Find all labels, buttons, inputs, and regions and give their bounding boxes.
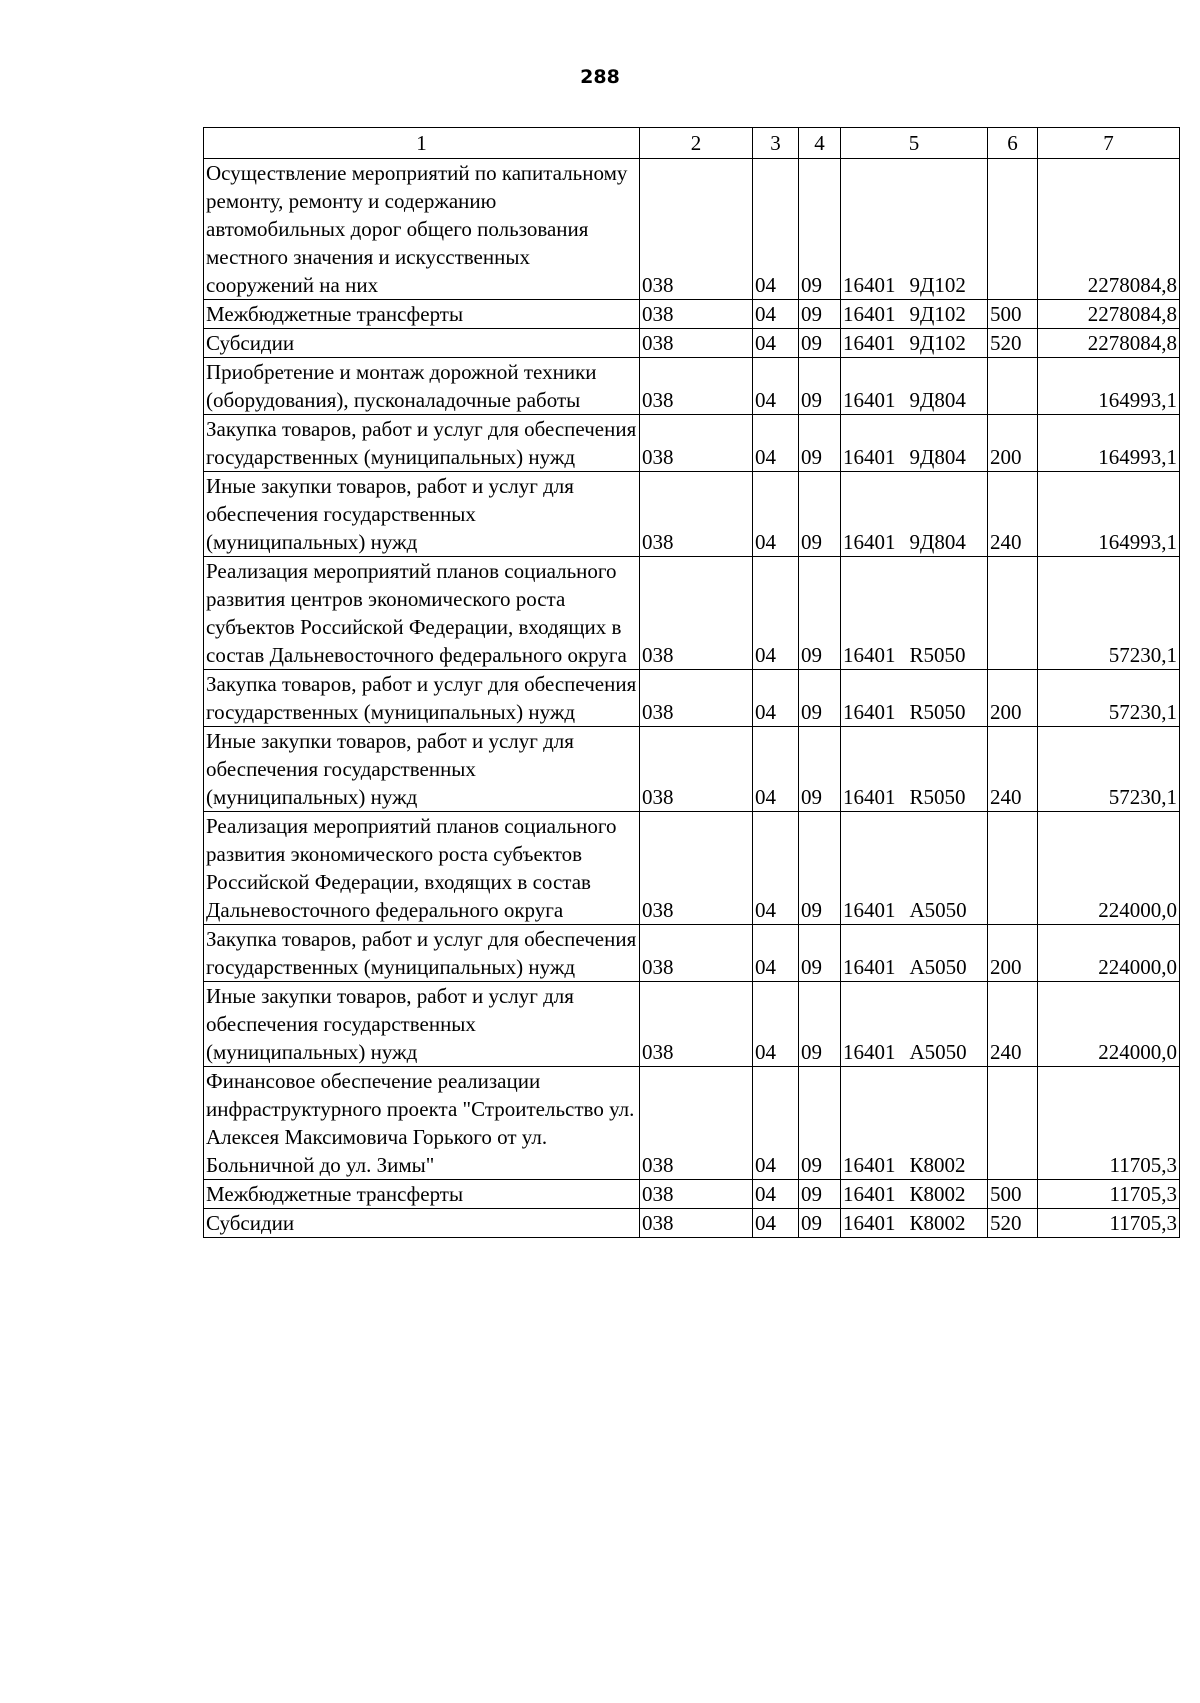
admin-code: 038: [640, 300, 753, 329]
subsection-code: 09: [799, 329, 841, 358]
header-cell: 6: [988, 128, 1038, 159]
amount: 164993,1: [1038, 415, 1180, 472]
item-name: Реализация мероприятий планов социального развития центров экономического роста субъектов Российской Федерации, входящих в состав Дальневосточного федерального округа: [204, 557, 640, 670]
target-article-code: [841, 1067, 988, 1180]
expense-type-code: [988, 812, 1038, 925]
admin-code: 038: [640, 472, 753, 557]
section-code: 04: [753, 159, 799, 300]
admin-code: 038: [640, 982, 753, 1067]
page-number: 288: [580, 66, 620, 88]
admin-code: 038: [640, 1067, 753, 1180]
table-row: [204, 415, 1180, 472]
header-cell: 1: [204, 128, 640, 159]
subsection-code: 09: [799, 1180, 841, 1209]
table-row: [204, 670, 1180, 727]
target-article-code: [841, 300, 988, 329]
target-article-direction: 9Д804: [909, 388, 966, 412]
subsection-code: 09: [799, 670, 841, 727]
target-article-code: [841, 415, 988, 472]
target-article-code: [841, 812, 988, 925]
header-cell: 7: [1038, 128, 1180, 159]
amount: 11705,3: [1038, 1180, 1180, 1209]
target-article-code: [841, 1209, 988, 1238]
amount: 224000,0: [1038, 925, 1180, 982]
admin-code: 038: [640, 1180, 753, 1209]
amount: 224000,0: [1038, 812, 1180, 925]
item-name: Межбюджетные трансферты: [204, 1180, 640, 1209]
target-article-direction: 9Д804: [909, 530, 966, 554]
amount: 57230,1: [1038, 727, 1180, 812]
header-cell: 2: [640, 128, 753, 159]
admin-code: 038: [640, 812, 753, 925]
target-article-code: [841, 1180, 988, 1209]
subsection-code: 09: [799, 159, 841, 300]
item-name: Приобретение и монтаж дорожной техники (оборудования), пусконаладочные работы: [204, 358, 640, 415]
item-name: Межбюджетные трансферты: [204, 300, 640, 329]
expense-type-code: [988, 557, 1038, 670]
target-article-direction: R5050: [909, 643, 966, 667]
admin-code: 038: [640, 415, 753, 472]
section-code: 04: [753, 358, 799, 415]
target-article-program: 16401: [843, 1153, 896, 1177]
subsection-code: 09: [799, 1209, 841, 1238]
target-article-program: 16401: [843, 445, 896, 469]
item-name: Реализация мероприятий планов социального развития экономического роста субъектов Российской Федерации, входящих в состав Дальневосточного федерального округа: [204, 812, 640, 925]
item-name: Закупка товаров, работ и услуг для обеспечения государственных (муниципальных) нужд: [204, 415, 640, 472]
admin-code: 038: [640, 925, 753, 982]
expense-type-code: [988, 159, 1038, 300]
section-code: 04: [753, 727, 799, 812]
target-article-program: 16401: [843, 388, 896, 412]
table-row: [204, 329, 1180, 358]
section-code: 04: [753, 300, 799, 329]
target-article-code: [841, 727, 988, 812]
expense-type-code: 200: [988, 415, 1038, 472]
subsection-code: 09: [799, 1067, 841, 1180]
item-name: Иные закупки товаров, работ и услуг для обеспечения государственных (муниципальных) нужд: [204, 727, 640, 812]
table-row: [204, 925, 1180, 982]
item-name: Субсидии: [204, 1209, 640, 1238]
target-article-code: [841, 358, 988, 415]
item-name: Закупка товаров, работ и услуг для обеспечения государственных (муниципальных) нужд: [204, 670, 640, 727]
target-article-direction: R5050: [909, 700, 966, 724]
expense-type-code: 520: [988, 329, 1038, 358]
admin-code: 038: [640, 670, 753, 727]
subsection-code: 09: [799, 557, 841, 670]
table-row: [204, 159, 1180, 300]
target-article-program: 16401: [843, 1040, 896, 1064]
target-article-direction: 9Д102: [909, 302, 966, 326]
target-article-code: [841, 472, 988, 557]
subsection-code: 09: [799, 472, 841, 557]
amount: 2278084,8: [1038, 300, 1180, 329]
item-name: Осуществление мероприятий по капитальному ремонту, ремонту и содержанию автомобильных дорог общего пользования местного значения и искусственных сооружений на них: [204, 159, 640, 300]
subsection-code: 09: [799, 415, 841, 472]
section-code: 04: [753, 472, 799, 557]
expense-type-code: 200: [988, 670, 1038, 727]
section-code: 04: [753, 329, 799, 358]
target-article-direction: 9Д102: [909, 273, 966, 297]
target-article-code: [841, 159, 988, 300]
expense-type-code: [988, 1067, 1038, 1180]
amount: 57230,1: [1038, 557, 1180, 670]
target-article-code: [841, 670, 988, 727]
table-row: [204, 982, 1180, 1067]
section-code: 04: [753, 1067, 799, 1180]
target-article-direction: R5050: [909, 785, 966, 809]
section-code: 04: [753, 670, 799, 727]
target-article-code: [841, 925, 988, 982]
subsection-code: 09: [799, 358, 841, 415]
expense-type-code: [988, 358, 1038, 415]
section-code: 04: [753, 1209, 799, 1238]
amount: 224000,0: [1038, 982, 1180, 1067]
target-article-direction: К8002: [909, 1153, 966, 1177]
target-article-direction: К8002: [909, 1182, 966, 1206]
target-article-direction: А5050: [909, 955, 967, 979]
table-row: [204, 300, 1180, 329]
table-row: [204, 557, 1180, 670]
admin-code: 038: [640, 159, 753, 300]
amount: 164993,1: [1038, 472, 1180, 557]
subsection-code: 09: [799, 925, 841, 982]
target-article-program: 16401: [843, 302, 896, 326]
target-article-code: [841, 329, 988, 358]
header-row: [204, 128, 1180, 159]
header-cell: 5: [841, 128, 988, 159]
section-code: 04: [753, 812, 799, 925]
expense-type-code: 240: [988, 982, 1038, 1067]
item-name: Закупка товаров, работ и услуг для обеспечения государственных (муниципальных) нужд: [204, 925, 640, 982]
table-row: [204, 358, 1180, 415]
expense-type-code: 200: [988, 925, 1038, 982]
section-code: 04: [753, 925, 799, 982]
table-row: [204, 727, 1180, 812]
item-name: Иные закупки товаров, работ и услуг для обеспечения государственных (муниципальных) нужд: [204, 982, 640, 1067]
target-article-program: 16401: [843, 1182, 896, 1206]
target-article-program: 16401: [843, 700, 896, 724]
expense-type-code: 520: [988, 1209, 1038, 1238]
target-article-program: 16401: [843, 785, 896, 809]
header-cell: 3: [753, 128, 799, 159]
budget-table: [203, 127, 1180, 1238]
admin-code: 038: [640, 557, 753, 670]
target-article-code: [841, 557, 988, 670]
subsection-code: 09: [799, 812, 841, 925]
table-row: [204, 812, 1180, 925]
amount: 57230,1: [1038, 670, 1180, 727]
target-article-program: 16401: [843, 955, 896, 979]
target-article-direction: А5050: [909, 898, 967, 922]
amount: 164993,1: [1038, 358, 1180, 415]
section-code: 04: [753, 557, 799, 670]
section-code: 04: [753, 1180, 799, 1209]
admin-code: 038: [640, 358, 753, 415]
header-cell: 4: [799, 128, 841, 159]
target-article-direction: А5050: [909, 1040, 967, 1064]
target-article-direction: 9Д804: [909, 445, 966, 469]
target-article-program: 16401: [843, 1211, 896, 1235]
admin-code: 038: [640, 727, 753, 812]
target-article-program: 16401: [843, 530, 896, 554]
amount: 11705,3: [1038, 1067, 1180, 1180]
target-article-code: [841, 982, 988, 1067]
target-article-program: 16401: [843, 273, 896, 297]
admin-code: 038: [640, 329, 753, 358]
admin-code: 038: [640, 1209, 753, 1238]
amount: 2278084,8: [1038, 159, 1180, 300]
item-name: Финансовое обеспечение реализации инфраструктурного проекта "Строительство ул. Алексея Максимовича Горького от ул. Больничной до ул. Зимы": [204, 1067, 640, 1180]
item-name: Иные закупки товаров, работ и услуг для обеспечения государственных (муниципальных) нужд: [204, 472, 640, 557]
table-row: [204, 1209, 1180, 1238]
target-article-program: 16401: [843, 898, 896, 922]
expense-type-code: 500: [988, 300, 1038, 329]
amount: 11705,3: [1038, 1209, 1180, 1238]
target-article-program: 16401: [843, 643, 896, 667]
expense-type-code: 240: [988, 727, 1038, 812]
subsection-code: 09: [799, 300, 841, 329]
item-name: Субсидии: [204, 329, 640, 358]
subsection-code: 09: [799, 982, 841, 1067]
target-article-program: 16401: [843, 331, 896, 355]
target-article-direction: К8002: [909, 1211, 966, 1235]
section-code: 04: [753, 415, 799, 472]
expense-type-code: 240: [988, 472, 1038, 557]
section-code: 04: [753, 982, 799, 1067]
target-article-direction: 9Д102: [909, 331, 966, 355]
subsection-code: 09: [799, 727, 841, 812]
amount: 2278084,8: [1038, 329, 1180, 358]
table-row: [204, 1067, 1180, 1180]
expense-type-code: 500: [988, 1180, 1038, 1209]
table-row: [204, 472, 1180, 557]
table-row: [204, 1180, 1180, 1209]
